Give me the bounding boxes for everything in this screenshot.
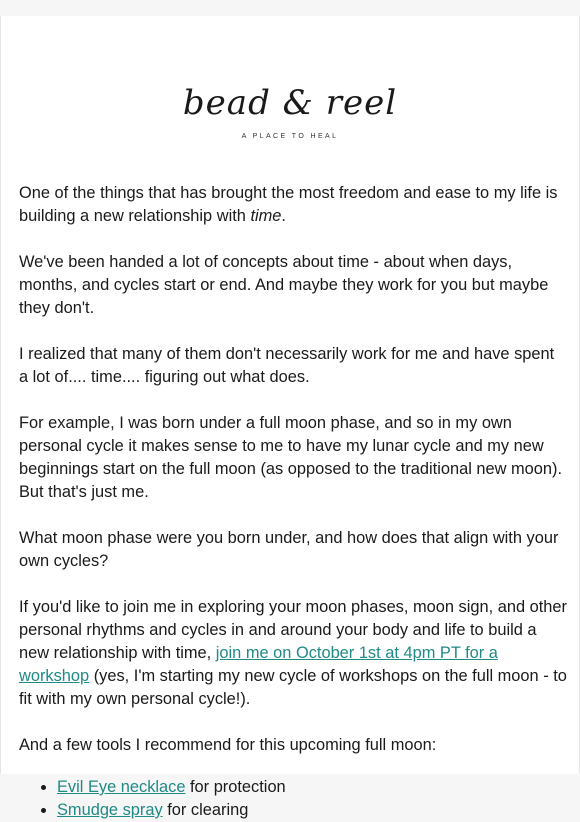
logo-tagline: A PLACE TO HEAL: [241, 133, 339, 140]
evil-eye-necklace-link[interactable]: Evil Eye necklace: [57, 778, 186, 796]
paragraph-question: What moon phase were you born under, and how does that align with your own cycles?: [19, 529, 559, 570]
workshop-link[interactable]: join me on October 1st at 4pm PT for a workshop: [19, 644, 498, 685]
smudge-spray-link[interactable]: Smudge spray: [57, 801, 163, 819]
paragraph-concepts: We've been handed a lot of concepts about time - about when days, months, and cycles start or end. And maybe they work for you but maybe they don't.: [19, 253, 549, 317]
paragraph-invite: If you'd like to join me in exploring your moon phases, moon sign, and other personal rhythms and cycles in and around your body and life to build a new relationship with time, join me on October 1st at 4pm PT for a workshop (yes, I'm starting my new cycle of workshops on the full moon - to fit with my own personal cycle!).: [19, 598, 567, 708]
logo-wordmark-icon: [180, 74, 400, 144]
paragraph-intro: One of the things that has brought the most freedom and ease to my life is building a new relationship with time.: [19, 184, 558, 225]
logo-wordmark: bead & reel: [182, 83, 398, 123]
email-content: [19, 182, 567, 822]
brand-logo[interactable]: [1, 74, 579, 144]
paragraph-tools-intro: And a few tools I recommend for this upcoming full moon:: [19, 736, 437, 754]
paragraph-realized: I realized that many of them don't necessarily work for me and have spent a lot of.... time.... figuring out what does.: [19, 345, 555, 386]
list-item: • Evil Eye necklace for protection: [57, 776, 567, 799]
emphasis-time: time: [250, 207, 282, 225]
tools-list: [19, 776, 567, 822]
email-body: [0, 16, 580, 819]
paragraph-example: For example, I was born under a full moon phase, and so in my own personal cycle it makes sense to me to have my lunar cycle and my new beginnings start on the full moon (as opposed to the traditional new moon). But that's just me.: [19, 414, 563, 501]
list-item: • Smudge spray for clearing: [57, 799, 567, 822]
